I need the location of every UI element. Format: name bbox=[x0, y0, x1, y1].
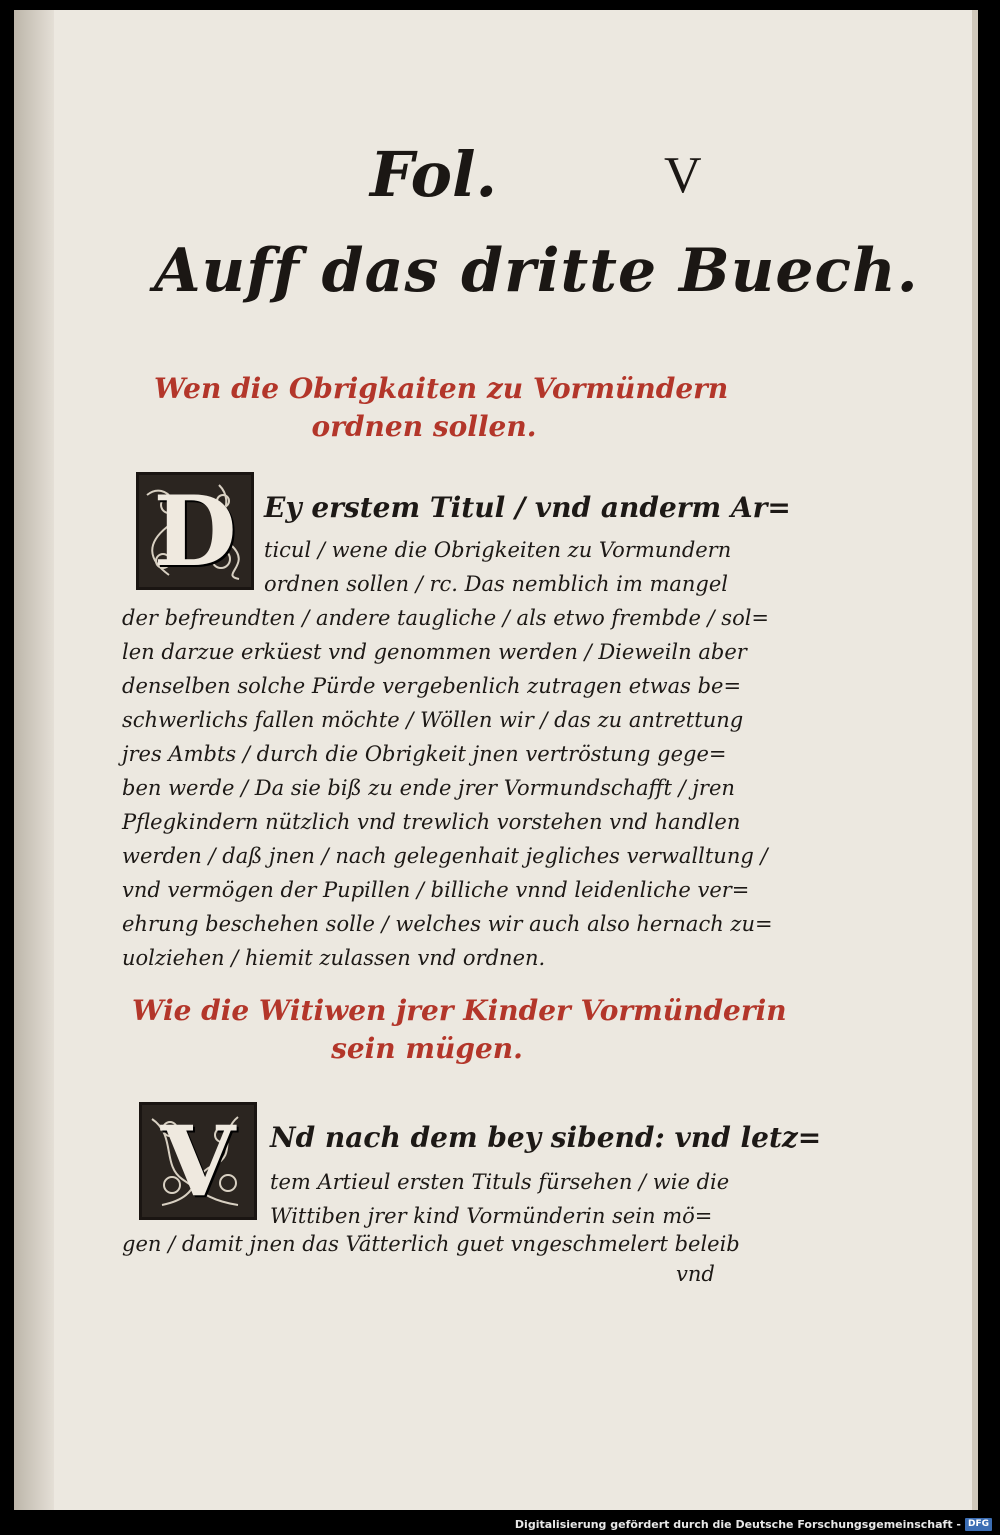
initial-letter: D bbox=[153, 474, 237, 588]
heading-line: ordnen sollen. bbox=[311, 410, 537, 443]
text-line: ordnen sollen / rc. Das nemblich im mangel bbox=[264, 572, 729, 596]
initial-letter: V bbox=[160, 1104, 236, 1218]
folio-label: Fol. bbox=[370, 138, 498, 211]
decorated-initial bbox=[136, 472, 254, 590]
section-heading-1 bbox=[154, 370, 729, 446]
text-line: schwerlichs fallen möchte / Wöllen wir / das zu antrettung bbox=[122, 708, 744, 732]
text-line: gen / damit jnen das Vätterlich guet vngeschmelert beleib bbox=[122, 1232, 740, 1256]
text-line: len darzue erküest vnd genommen werden / Dieweiln aber bbox=[122, 640, 747, 664]
footer-text: Digitalisierung gefördert durch die Deutsche Forschungsgemeinschaft - bbox=[514, 1518, 961, 1531]
text-line: ben werde / Da sie biß zu ende jrer Vormundschafft / jren bbox=[122, 776, 735, 800]
heading-line: Wie die Witiwen jrer Kinder Vormünderin bbox=[132, 994, 787, 1027]
digitization-footer bbox=[515, 1518, 992, 1531]
text-line: Pflegkindern nützlich vnd trewlich vorstehen vnd handlen bbox=[122, 810, 741, 834]
text-line: der befreundten / andere taugliche / als etwo frembde / sol= bbox=[122, 606, 770, 630]
text-line: uolziehen / hiemit zulassen vnd ordnen. bbox=[122, 946, 546, 970]
text-line: vnd vermögen der Pupillen / billiche vnnd leidenliche ver= bbox=[122, 878, 750, 902]
text-line: Nd nach dem bey sibend: vnd letz= bbox=[270, 1121, 822, 1154]
text-line: Ey erstem Titul / vnd anderm Ar= bbox=[264, 491, 791, 524]
dfg-logo-icon: DFG bbox=[965, 1518, 992, 1531]
text-line: Wittiben jrer kind Vormünderin sein mö= bbox=[270, 1204, 713, 1228]
folio-number: V bbox=[664, 147, 702, 204]
text-line: werden / daß jnen / nach gelegenhait jegliches verwalltung / bbox=[122, 844, 768, 868]
folio-header bbox=[14, 138, 972, 218]
book-page bbox=[14, 10, 978, 1510]
text-line: denselben solche Pürde vergebenlich zutragen etwas be= bbox=[122, 674, 742, 698]
text-line: ticul / wene die Obrigkeiten zu Vormundern bbox=[264, 538, 732, 562]
text-line: jres Ambts / durch die Obrigkeit jnen vertröstung gege= bbox=[122, 742, 727, 766]
text-line: ehrung beschehen solle / welches wir auch also hernach zu= bbox=[122, 912, 773, 936]
text-line: tem Artieul ersten Tituls fürsehen / wie die bbox=[270, 1170, 730, 1194]
heading-line: sein mügen. bbox=[331, 1032, 523, 1065]
page-title: Auff das dritte Buech. bbox=[154, 236, 919, 306]
page-gutter bbox=[14, 10, 54, 1510]
catchword: vnd bbox=[676, 1262, 715, 1286]
heading-line: Wen die Obrigkaiten zu Vormündern bbox=[154, 372, 729, 405]
decorated-initial bbox=[139, 1102, 257, 1220]
section-heading-2 bbox=[132, 992, 787, 1068]
